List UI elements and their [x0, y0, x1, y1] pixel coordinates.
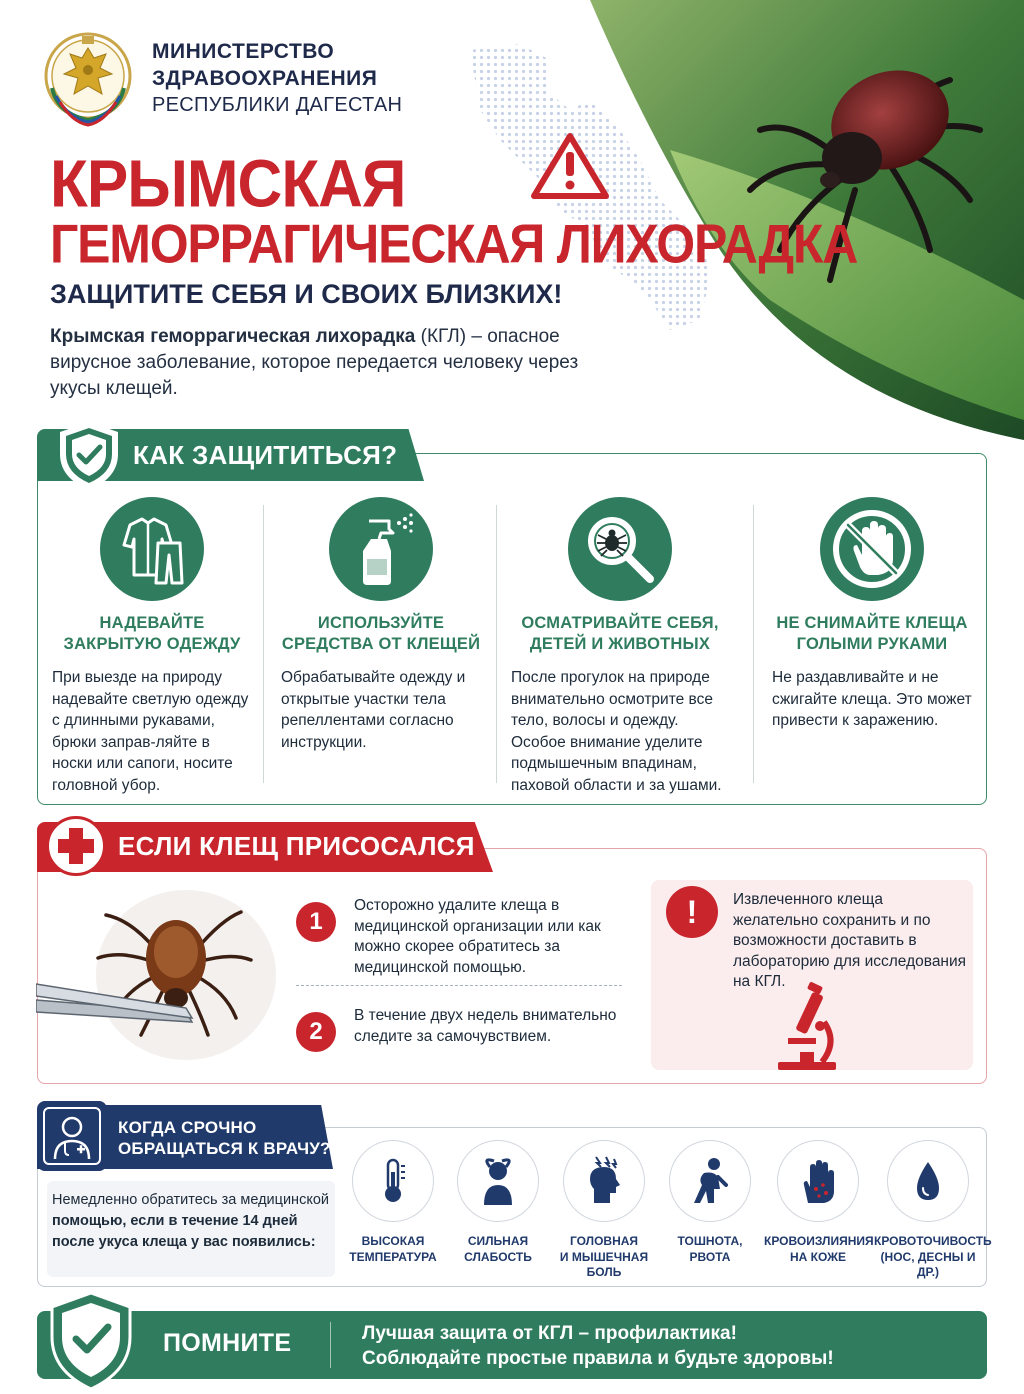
skin-bleeding-icon [777, 1140, 859, 1222]
microscope-icon [772, 982, 842, 1072]
main-title-line2: ГЕМОРРАГИЧЕСКАЯ ЛИХОРАДКА [50, 213, 858, 275]
step-number: 1 [296, 902, 336, 942]
intro-rest: (КГЛ) – опасное вирусное заболевание, которое передается человеку через укусы клещей. [50, 326, 579, 399]
symptom-label: ВЫСОКАЯ ТЕМПЕРАТУРА [349, 1234, 437, 1264]
clothing-icon [100, 497, 204, 601]
symptom-label: ГОЛОВНАЯ И МЫШЕЧНАЯ БОЛЬ [559, 1234, 649, 1279]
blood-drop-icon [887, 1140, 969, 1222]
remember-title: ПОМНИТЕ [163, 1329, 292, 1357]
doctor-icon [37, 1101, 107, 1171]
intro-text [50, 324, 590, 402]
symptom-nausea [656, 1140, 764, 1265]
tip-closed-clothing [52, 497, 252, 796]
ministry-line3: РЕСПУБЛИКИ ДАГЕСТАН [152, 94, 403, 116]
step-number: 2 [296, 1012, 336, 1052]
symptom-weakness [444, 1140, 552, 1265]
nausea-icon [669, 1140, 751, 1222]
doctor-title-line2: ОБРАЩАТЬСЯ К ВРАЧУ? [118, 1139, 331, 1158]
coat-of-arms-emblem [38, 28, 138, 132]
tick-tweezers-photo [36, 880, 276, 1060]
symptom-skin-bleeding [764, 1140, 872, 1265]
tip-title: ИСПОЛЬЗУЙТЕ СРЕДСТВА ОТ КЛЕЩЕЙ [281, 614, 481, 653]
doctor-text-regular: Немедленно обратитесь за медицинской [52, 1192, 329, 1208]
tick-attached-title: ЕСЛИ КЛЕЩ ПРИСОСАЛСЯ [118, 831, 475, 861]
step-text: Осторожно удалите клеща в медицинской организации или как можно скорее обратитесь за медицинской помощью. [354, 897, 601, 976]
exclamation-icon: ! [666, 886, 718, 938]
tip-divider [753, 505, 754, 783]
ministry-line2: ЗДРАВООХРАНЕНИЯ [152, 67, 378, 90]
intro-bold: Крымская геморрагическая лихорадка [50, 326, 416, 347]
remember-line2: Соблюдайте простые правила и будьте здоровы! [362, 1348, 834, 1369]
footer-divider [330, 1322, 331, 1368]
symptom-label: КРОВОИЗЛИЯНИЯ НА КОЖЕ [764, 1234, 874, 1264]
tip-divider [496, 505, 497, 783]
shield-check-icon [48, 1291, 134, 1391]
protection-title: КАК ЗАЩИТИТЬСЯ? [133, 440, 398, 470]
lab-note-text: Извлеченного клеща желательно сохранить и по возможности доставить в лабораторию для исследования на КГЛ. [733, 891, 967, 990]
doctor-text [52, 1190, 337, 1253]
symptom-high-fever [339, 1140, 447, 1265]
ministry-name [152, 38, 402, 119]
subtitle: ЗАЩИТИТЕ СЕБЯ И СВОИХ БЛИЗКИХ! [50, 279, 563, 309]
doctor-text-bold: помощью, если в течение 14 дней после укуса клеща у вас появились: [52, 1213, 316, 1250]
symptom-label: СИЛЬНАЯ СЛАБОСТЬ [464, 1234, 532, 1264]
symptom-label: КРОВОТОЧИВОСТЬ (НОС, ДЕСНЫ И ДР.) [874, 1234, 992, 1279]
symptom-label: ТОШНОТА, РВОТА [677, 1234, 743, 1264]
headache-icon [563, 1140, 645, 1222]
remember-text [362, 1321, 834, 1371]
step-separator [296, 985, 622, 986]
tip-no-bare-hands [772, 497, 972, 732]
no-hand-icon [820, 497, 924, 601]
tip-title: НЕ СНИМАЙТЕ КЛЕЩА ГОЛЫМИ РУКАМИ [776, 614, 968, 653]
repellent-spray-icon [329, 497, 433, 601]
shield-check-icon [56, 420, 122, 492]
tip-title: НАДЕВАЙТЕ ЗАКРЫТУЮ ОДЕЖДУ [63, 614, 241, 653]
tip-text: После прогулок на природе внимательно осмотрите все тело, волосы и одежду. Особое внимание уделите подмышечным впадинам, паховой области и за ушами. [511, 669, 722, 794]
symptom-bleeding [874, 1140, 992, 1281]
doctor-title [118, 1117, 331, 1159]
symptom-headache [550, 1140, 658, 1281]
tip-text: Обрабатывайте одежду и открытые участки тела репеллентами согласно инструкции. [281, 669, 466, 751]
ministry-line1: МИНИСТЕРСТВО [152, 40, 335, 63]
main-title-line1: КРЫМСКАЯ [50, 147, 406, 222]
tip-text: При выезде на природу надевайте светлую одежду с длинными рукавами, брюки заправ-ляйте в носки или сапоги, носите головной убор. [52, 669, 249, 794]
medical-cross-icon [46, 816, 106, 876]
thermometer-icon [352, 1140, 434, 1222]
tip-repellents [281, 497, 481, 753]
tip-inspect [511, 497, 729, 796]
tip-divider [263, 505, 264, 783]
magnifier-tick-icon [568, 497, 672, 601]
remember-line1: Лучшая защита от КГЛ – профилактика! [362, 1323, 737, 1344]
tip-title: ОСМАТРИВАЙТЕ СЕБЯ, ДЕТЕЙ И ЖИВОТНЫХ [521, 614, 719, 653]
step-text: В течение двух недель внимательно следите за самочувствием. [354, 1007, 617, 1045]
tip-text: Не раздавливайте и не сжигайте клеща. Это может привести к заражению. [772, 669, 972, 729]
doctor-title-line1: КОГДА СРОЧНО [118, 1118, 257, 1137]
weakness-icon [457, 1140, 539, 1222]
